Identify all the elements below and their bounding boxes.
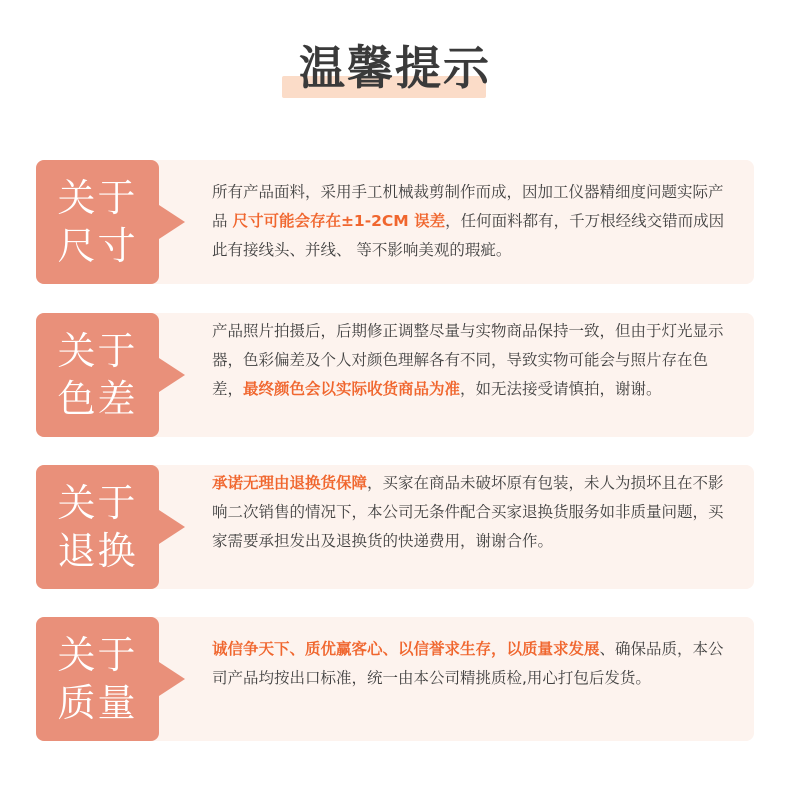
page-title: 温馨提示 <box>299 41 491 95</box>
color-notice-card <box>36 313 754 437</box>
color-badge-label: 关于色差 <box>57 329 138 421</box>
header <box>0 38 790 108</box>
quality-text-b: 、确保品质，本公司产品均按出口标准，统一由本公司精挑质检,用心打包后发货。 <box>212 640 724 687</box>
size-text-a: 所有产品面料，采用手工机械裁剪制作而成，因加工仪器精细度问题实际产品 <box>212 183 724 230</box>
size-highlight: 尺寸可能会存在±1-2CM 误差 <box>232 212 446 230</box>
color-text-a: 产品照片拍摄后，后期修正调整尽量与实物商品保持一致，但由于灯光显示器，色彩偏差及个人对颜色理解各有不同，导致实物可能会与照片存在色差， <box>212 322 724 398</box>
color-highlight: 最终颜色会以实际收货商品为准 <box>243 380 461 398</box>
quality-badge <box>36 617 159 741</box>
return-highlight: 承诺无理由退换货保障 <box>212 474 368 492</box>
size-badge <box>36 160 159 284</box>
size-notice-card <box>36 160 754 284</box>
quality-description <box>212 635 732 693</box>
return-notice-card <box>36 465 754 589</box>
quality-notice-card <box>36 617 754 741</box>
return-badge <box>36 465 159 589</box>
color-badge <box>36 313 159 437</box>
size-text-b: ，任何面料都有，千万根经线交错而成因此有接线头、并线、 等不影响美观的瑕疵。 <box>212 212 725 259</box>
quality-highlight: 诚信争天下、质优赢客心、以信誉求生存，以质量求发展 <box>212 640 600 658</box>
return-description <box>212 469 732 556</box>
color-description <box>212 317 732 404</box>
size-badge-label: 关于尺寸 <box>57 176 138 268</box>
color-text-b: ，如无法接受请慎拍，谢谢。 <box>460 380 662 398</box>
return-text-b: ，买家在商品未破坏原有包装，未人为损坏且在不影响二次销售的情况下，本公司无条件配合买家退换货服务如非质量问题，买家需要承担发出及退换货的快递费用，谢谢合作。 <box>212 474 724 550</box>
quality-badge-label: 关于质量 <box>57 633 138 725</box>
size-description <box>212 178 732 265</box>
return-badge-label: 关于退换 <box>57 481 138 573</box>
